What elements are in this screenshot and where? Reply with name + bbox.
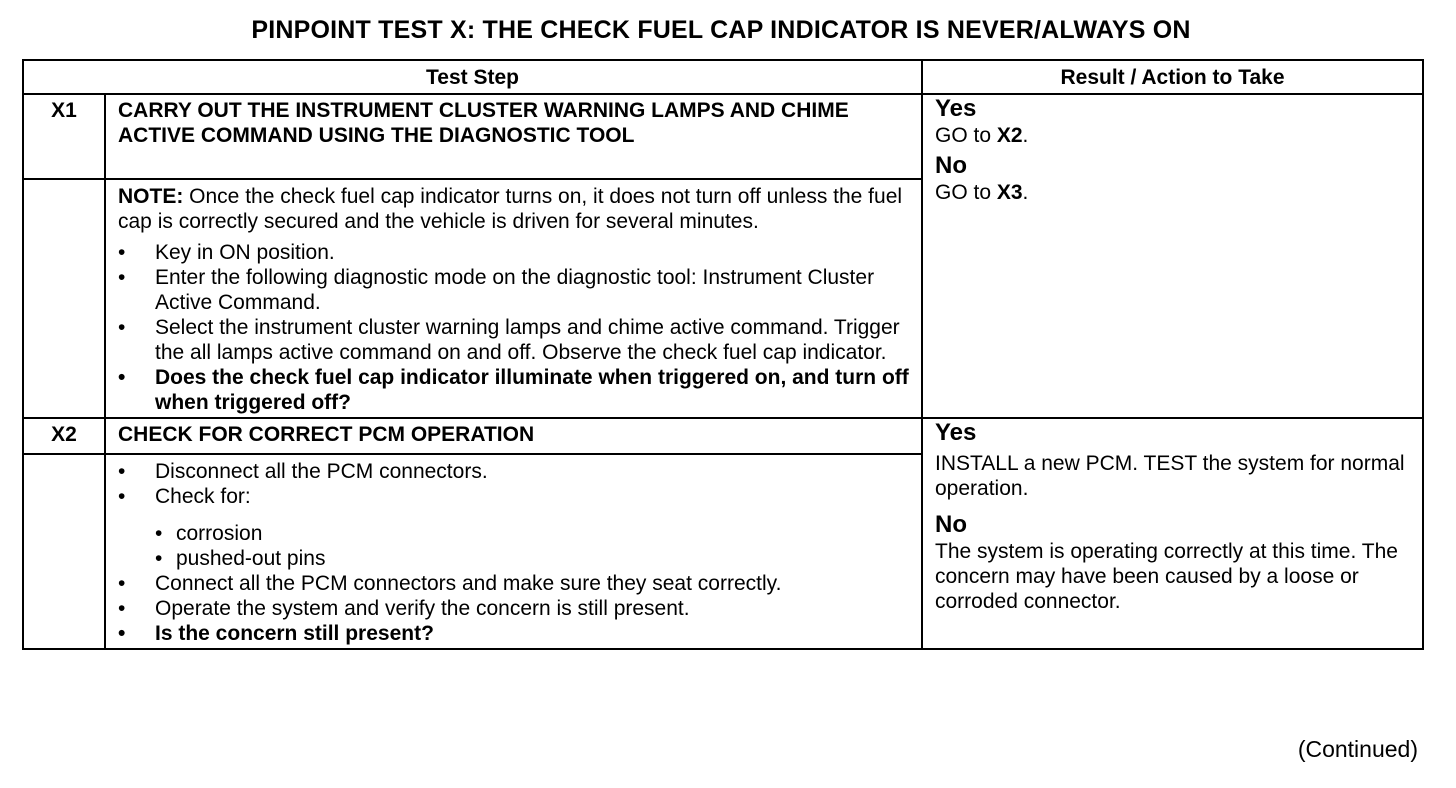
yes-action: INSTALL a new PCM. TEST the system for normal operation. xyxy=(935,452,1405,500)
no-label: No xyxy=(935,511,967,538)
step-bullets xyxy=(118,459,911,646)
list-item: • Operate the system and verify the concern is still present. xyxy=(118,596,911,621)
goto-target: X2 xyxy=(996,124,1023,147)
sub-list-item: • corrosion xyxy=(155,521,911,546)
sub-list-item: • pushed-out pins xyxy=(155,546,911,571)
list-item: • Enter the following diagnostic mode on the diagnostic tool: Instrument Cluster Active Command. xyxy=(118,265,911,315)
step-x1-result xyxy=(922,94,1423,418)
list-item: • Select the instrument cluster warning lamps and chime active command. Trigger the all lamps active command on and off. Observe the check fuel cap indicator. xyxy=(118,315,911,365)
page-title: PINPOINT TEST X: THE CHECK FUEL CAP INDICATOR IS NEVER/ALWAYS ON xyxy=(251,16,1191,44)
no-action: GO to X3. xyxy=(935,181,1029,204)
step-bullets xyxy=(118,240,911,415)
question-item: • Is the concern still present? xyxy=(118,621,911,646)
list-item: • Disconnect all the PCM connectors. xyxy=(118,459,911,484)
note-text: Once the check fuel cap indicator turns on, it does not turn off unless the fuel cap is correctly secured and the vehicle is driven for several minutes. xyxy=(118,185,903,233)
step-body xyxy=(105,179,922,418)
list-item: • Check for: • corrosion • pushed-out pins xyxy=(118,484,911,571)
yes-action: GO to X2. xyxy=(935,124,1029,147)
step-heading: CHECK FOR CORRECT PCM OPERATION xyxy=(105,418,922,454)
no-label: No xyxy=(935,152,967,179)
list-item: • Key in ON position. xyxy=(118,240,911,265)
step-id: X2 xyxy=(23,418,105,454)
note-label: NOTE: xyxy=(118,185,184,208)
yes-label: Yes xyxy=(935,95,977,122)
continued-label: (Continued) xyxy=(1297,736,1418,762)
step-body xyxy=(105,454,922,649)
test-step-header: Test Step xyxy=(23,60,922,94)
step-heading: CARRY OUT THE INSTRUMENT CLUSTER WARNING LAMPS AND CHIME ACTIVE COMMAND USING THE DIAGNOSTIC TOOL xyxy=(105,94,922,179)
no-action: The system is operating correctly at this time. The concern may have been caused by a loose or corroded connector. xyxy=(935,540,1398,613)
step-id: X1 xyxy=(23,94,105,179)
step-x2-result xyxy=(922,418,1423,649)
goto-target: X3 xyxy=(996,181,1023,204)
sub-bullets xyxy=(155,521,911,571)
result-header: Result / Action to Take xyxy=(922,60,1423,94)
step-x2-heading-row xyxy=(23,418,1423,454)
list-item: • Connect all the PCM connectors and make sure they seat correctly. xyxy=(118,571,911,596)
yes-label: Yes xyxy=(935,419,977,446)
note xyxy=(118,184,911,234)
question-item: • Does the check fuel cap indicator illuminate when triggered on, and turn off when triggered off? xyxy=(118,365,911,415)
table-header-row xyxy=(23,60,1423,94)
pinpoint-test-table xyxy=(22,59,1424,650)
step-x1-heading-row xyxy=(23,94,1423,179)
